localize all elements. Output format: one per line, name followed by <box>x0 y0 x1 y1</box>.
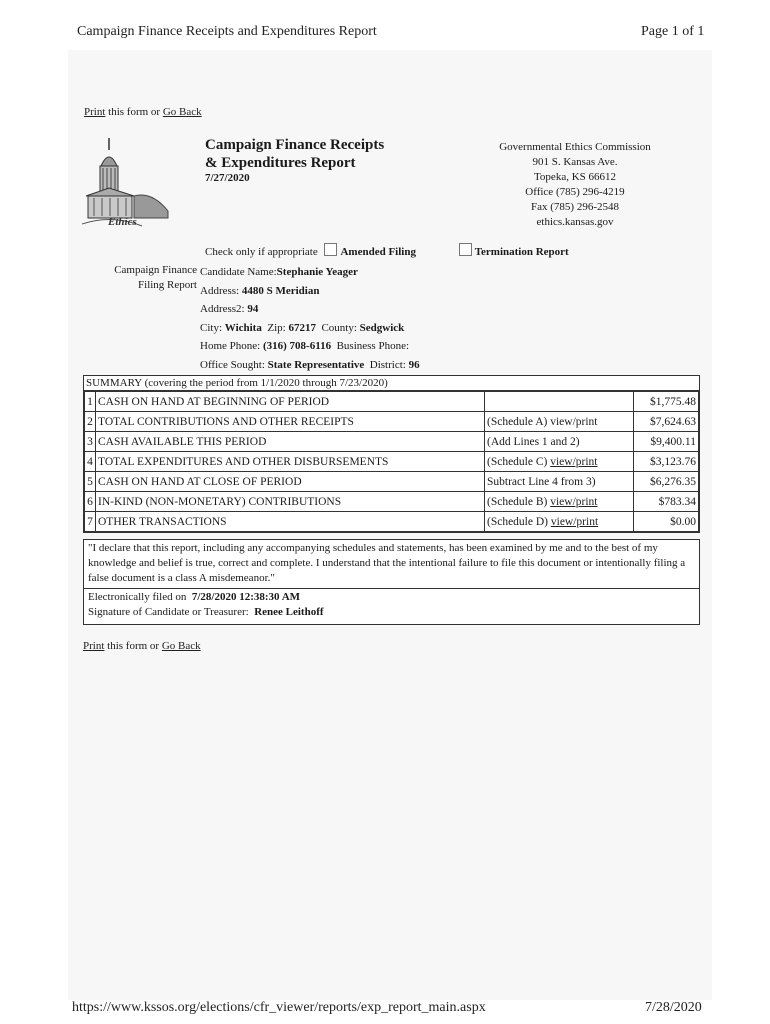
commission-office-phone: Office (785) 296-4219 <box>525 186 625 198</box>
home-phone-value: (316) 708-6116 <box>262 340 332 352</box>
city-value: Wichita <box>224 321 262 334</box>
filing-type-checks <box>205 243 569 258</box>
filing-report-side-label <box>101 263 197 293</box>
commission-name: Governmental Ethics Commission <box>499 141 651 153</box>
line-number: 4 <box>85 452 96 472</box>
go-back-link[interactable]: Go Back <box>162 106 202 118</box>
check-label: Check only if appropriate <box>205 246 318 258</box>
bottom-nav <box>83 640 201 652</box>
county-label: County: <box>321 321 357 334</box>
line-description: CASH ON HAND AT BEGINNING OF PERIOD <box>96 392 485 412</box>
view-print-link[interactable]: view/print <box>550 515 599 528</box>
footer-url: https://www.kssos.org/elections/cfr_viewer/reports/exp_report_main.aspx <box>72 1000 486 1015</box>
candidate-name-label: Candidate Name: <box>200 266 277 278</box>
line-number: 2 <box>85 412 96 432</box>
footer-date: 7/28/2020 <box>645 1000 702 1015</box>
summary-row <box>85 452 699 472</box>
commission-address <box>460 140 690 230</box>
report-title-line1: Campaign Finance Receipts <box>205 137 385 153</box>
logo-text: Ethics <box>108 216 137 228</box>
schedule-text: (Schedule C) <box>487 455 548 468</box>
filed-box <box>83 588 700 625</box>
summary-row <box>85 432 699 452</box>
county-value: Sedgwick <box>359 321 405 334</box>
line-number: 3 <box>85 432 96 452</box>
commission-website: ethics.kansas.gov <box>536 216 614 228</box>
print-header-title: Campaign Finance Receipts and Expenditures Report <box>77 24 377 39</box>
schedule-cell <box>485 392 634 412</box>
city-label: City: <box>200 321 223 334</box>
filed-value: 7/28/2020 12:38:30 AM <box>191 591 301 603</box>
line-number: 1 <box>85 392 96 412</box>
signature-value: Renee Leithoff <box>254 606 324 618</box>
line-amount: $7,624.63 <box>634 412 699 432</box>
line-amount: $1,775.48 <box>634 392 699 412</box>
schedule-text: Subtract Line 4 from 3) <box>487 475 596 488</box>
print-link[interactable]: Print <box>84 106 106 118</box>
line-amount: $0.00 <box>634 512 699 532</box>
declaration-text: "I declare that this report, including any accompanying schedules and statements, has been examined by me and to the best of my knowledge and belief is true, correct and complete. I understand that the intentional failure to file this document or intentionally filing a false document is a class A misdemeanor." <box>88 542 686 584</box>
summary-row <box>85 512 699 532</box>
candidate-name: Stephanie Yeager <box>276 266 358 278</box>
office-sought-value: State Representative <box>267 358 365 371</box>
summary-header: SUMMARY (covering the period from 1/1/2020 through 7/23/2020) <box>84 376 699 391</box>
line-description: CASH AVAILABLE THIS PERIOD <box>96 432 485 452</box>
line-description: IN-KIND (NON-MONETARY) CONTRIBUTIONS <box>96 492 485 512</box>
line-amount: $9,400.11 <box>634 432 699 452</box>
line-description: TOTAL EXPENDITURES AND OTHER DISBURSEMENTS <box>96 452 485 472</box>
summary-row <box>85 492 699 512</box>
address-label: Address: <box>200 284 240 297</box>
district-label: District: <box>369 358 406 371</box>
office-sought-label: Office Sought: <box>200 358 265 371</box>
summary-row <box>85 472 699 492</box>
filed-label: Electronically filed on <box>88 591 187 603</box>
print-link-bottom[interactable]: Print <box>83 640 105 652</box>
go-back-link-bottom[interactable]: Go Back <box>161 640 201 652</box>
commission-fax: Fax (785) 296-2548 <box>531 201 619 213</box>
termination-report-label: Termination Report <box>474 246 569 258</box>
district-value: 96 <box>408 358 420 371</box>
schedule-cell <box>485 492 634 512</box>
candidate-info <box>200 263 420 374</box>
summary-table-box <box>83 375 700 533</box>
schedule-text: (Schedule A) view/print <box>487 415 598 428</box>
view-print-link[interactable]: view/print <box>550 495 598 508</box>
line-amount: $6,276.35 <box>634 472 699 492</box>
schedule-text: (Schedule B) <box>487 495 548 508</box>
line-amount: $3,123.76 <box>634 452 699 472</box>
schedule-cell <box>485 452 634 472</box>
business-phone-label: Business Phone: <box>336 340 410 352</box>
nav-separator-text: this form or <box>108 106 161 118</box>
amended-filing-label: Amended Filing <box>340 246 416 258</box>
line-description: CASH ON HAND AT CLOSE OF PERIOD <box>96 472 485 492</box>
report-date: 7/27/2020 <box>205 172 250 184</box>
commission-city: Topeka, KS 66612 <box>533 171 617 183</box>
signature-label: Signature of Candidate or Treasurer: <box>88 606 249 618</box>
schedule-text: (Add Lines 1 and 2) <box>487 435 580 448</box>
line-number: 7 <box>85 512 96 532</box>
top-nav <box>84 106 202 118</box>
side-label-line1: Campaign Finance <box>114 264 197 276</box>
address2-label: Address2: <box>200 303 245 315</box>
zip-label: Zip: <box>267 321 286 334</box>
line-number: 5 <box>85 472 96 492</box>
zip-value: 67217 <box>288 321 316 334</box>
commission-street: 901 S. Kansas Ave. <box>532 156 618 168</box>
line-amount: $783.34 <box>634 492 699 512</box>
summary-row <box>85 392 699 412</box>
print-header-page: Page 1 of 1 <box>641 24 705 39</box>
declaration-box <box>83 539 700 590</box>
home-phone-label: Home Phone: <box>200 340 261 352</box>
nav-separator-text-bottom: this form or <box>107 640 160 652</box>
address2-value: 94 <box>247 303 259 315</box>
termination-report-checkbox[interactable] <box>459 243 472 256</box>
summary-table <box>84 391 699 532</box>
amended-filing-checkbox[interactable] <box>324 243 337 256</box>
ethics-logo <box>82 136 172 236</box>
line-description: TOTAL CONTRIBUTIONS AND OTHER RECEIPTS <box>96 412 485 432</box>
side-label-line2: Filing Report <box>138 279 197 291</box>
address-value: 4480 S Meridian <box>241 284 320 297</box>
schedule-cell <box>485 512 634 532</box>
schedule-cell <box>485 472 634 492</box>
schedule-cell <box>485 412 634 432</box>
summary-row <box>85 412 699 432</box>
report-title-line2: & Expenditures Report <box>205 155 356 171</box>
line-description: OTHER TRANSACTIONS <box>96 512 485 532</box>
view-print-link[interactable]: view/print <box>550 455 598 468</box>
schedule-text: (Schedule D) <box>487 515 548 528</box>
line-number: 6 <box>85 492 96 512</box>
schedule-cell <box>485 432 634 452</box>
